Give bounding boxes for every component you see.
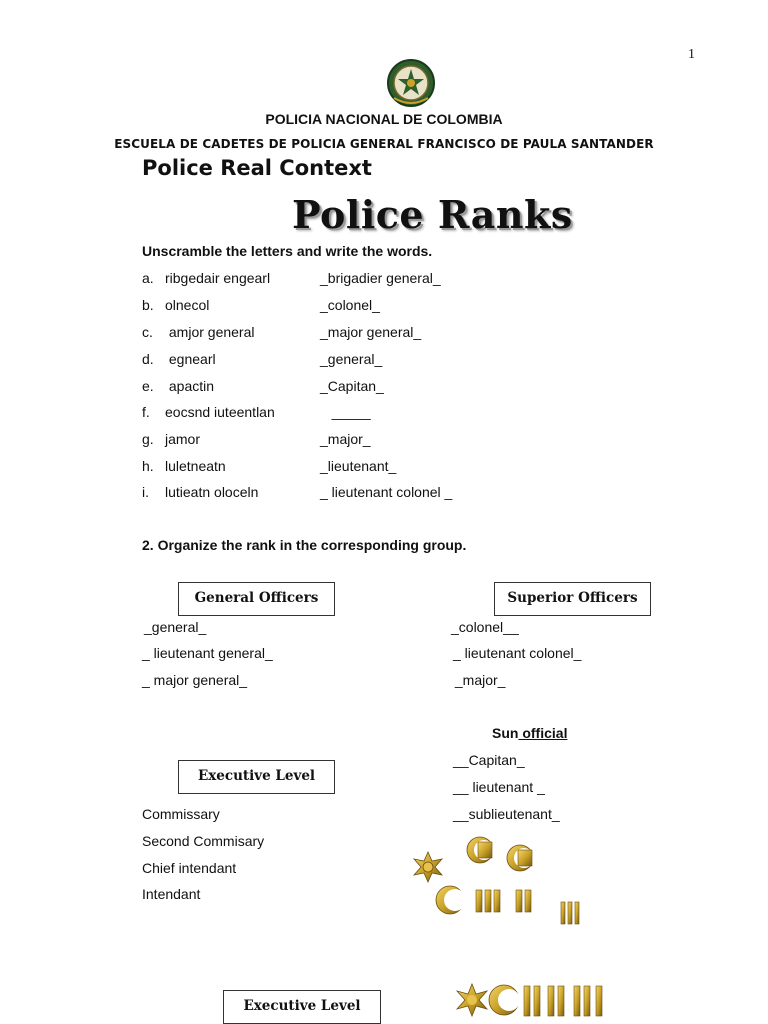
answer: _major_ <box>320 431 371 447</box>
sub-official-label-prefix: Sun <box>492 725 519 741</box>
scrambled-word: apactin <box>165 378 215 394</box>
rank-insignia-icon <box>408 832 588 932</box>
section-title: Police Real Context <box>142 156 372 180</box>
page-number: 1 <box>688 47 695 62</box>
item-letter: c. <box>142 324 153 340</box>
list-item: _major_ <box>451 672 506 688</box>
list-item: Commissary <box>142 806 220 822</box>
item-letter: g. <box>142 431 154 447</box>
sub-official-label <box>492 725 567 741</box>
answer: _general_ <box>320 351 383 367</box>
list-item: _ lieutenant general_ <box>142 645 273 661</box>
item-letter: e. <box>142 378 154 394</box>
list-item: __Capitan_ <box>453 752 525 768</box>
police-seal-icon <box>386 58 436 108</box>
scrambled-word: jamor <box>165 431 201 447</box>
list-item: __ lieutenant _ <box>453 779 545 795</box>
school-name: ESCUELA DE CADETES DE POLICIA GENERAL FRANCISCO DE PAULA SANTANDER <box>114 137 654 151</box>
scrambled-word: amjor general <box>165 324 255 340</box>
answer: _lieutenant_ <box>320 458 397 474</box>
answer: _colonel_ <box>320 297 380 313</box>
superior-officers-label: Superior Officers <box>494 582 651 616</box>
list-item: Second Commisary <box>142 833 265 849</box>
answer: _____ <box>320 404 371 420</box>
item-letter: h. <box>142 458 154 474</box>
item-letter: b. <box>142 297 154 313</box>
answer: _major general_ <box>320 324 422 340</box>
exercise1-instruction: Unscramble the letters and write the words. <box>142 243 433 259</box>
answer: _ lieutenant colonel _ <box>320 484 453 500</box>
institution-name: POLICIA NACIONAL DE COLOMBIA <box>265 111 503 127</box>
item-letter: f. <box>142 404 150 420</box>
list-item: _general_ <box>144 619 207 635</box>
sub-official-label-underlined: official <box>518 725 568 741</box>
general-officers-label: General Officers <box>178 582 335 616</box>
list-item: Chief intendant <box>142 860 237 876</box>
scrambled-word: luletneatn <box>165 458 226 474</box>
item-letter: d. <box>142 351 154 367</box>
list-item: Intendant <box>142 886 201 902</box>
executive-level-2-label: Executive Level <box>223 990 381 1024</box>
exercise2-instruction: 2. Organize the rank in the corresponding group. <box>142 537 467 553</box>
scrambled-word: egnearl <box>165 351 216 367</box>
scrambled-word: lutieatn oloceln <box>165 484 259 500</box>
item-letter: i. <box>142 484 149 500</box>
list-item: _colonel__ <box>451 619 519 635</box>
scrambled-word: olnecol <box>165 297 210 313</box>
list-item: __sublieutenant_ <box>453 806 560 822</box>
executive-level-label: Executive Level <box>178 760 335 794</box>
banner-title: Police Ranks <box>292 192 573 237</box>
list-item: _ major general_ <box>142 672 248 688</box>
rank-insignia-row-icon <box>456 970 608 1024</box>
answer: _Capitan_ <box>320 378 384 394</box>
list-item: _ lieutenant colonel_ <box>453 645 582 661</box>
scrambled-word: ribgedair engearl <box>165 270 271 286</box>
item-letter: a. <box>142 270 154 286</box>
answer: _brigadier general_ <box>320 270 441 286</box>
scrambled-word: eocsnd iuteentlan <box>165 404 275 420</box>
